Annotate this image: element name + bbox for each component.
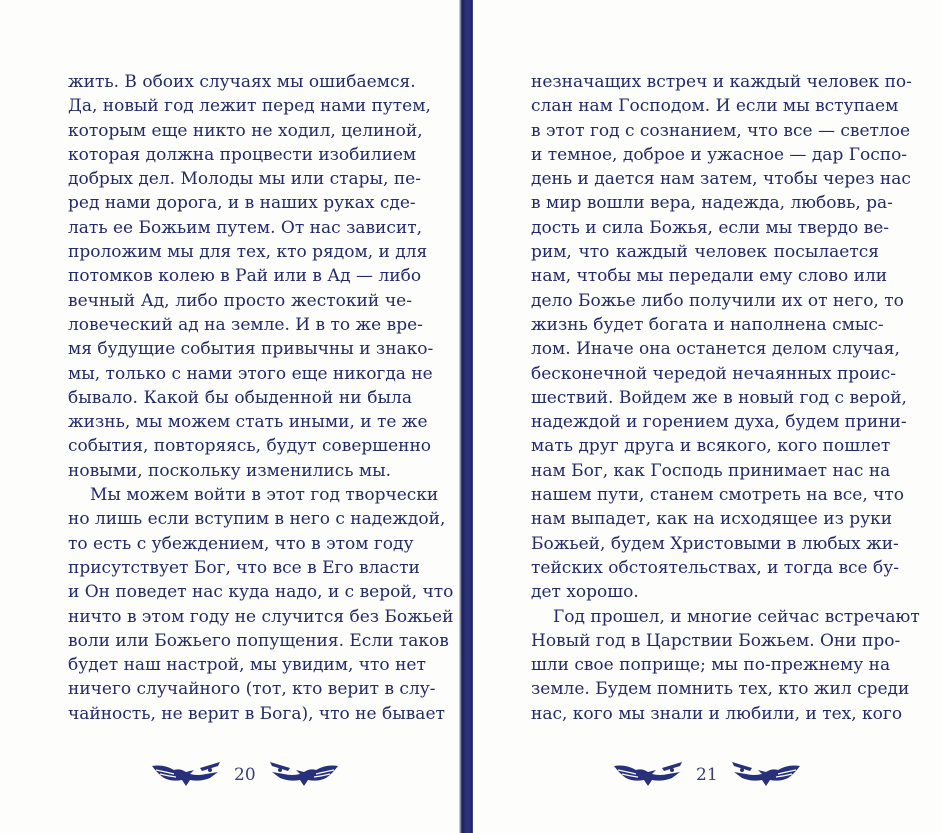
- text-line: дело Божье либо получили их от него, то: [531, 290, 904, 311]
- text-line: потомков колею в Рай или в Ад — либо: [68, 266, 422, 287]
- text-line: ред нами дорога, и в наших руках сде-: [68, 193, 416, 214]
- text-line: лать ее Божьим путем. От нас зависит,: [68, 217, 423, 238]
- text-line: Божьей, будем Христовыми в любых жи-: [531, 533, 899, 554]
- text-line: жизнь будет богата и наполнена смыс-: [531, 314, 884, 335]
- text-line: дет хорошо.: [531, 582, 639, 603]
- text-line: добрых дел. Молоды мы или стары, пе-: [68, 169, 421, 190]
- eagle-ornament-right-icon: [728, 760, 802, 790]
- text-line: в этот год с сознанием, что все — светлое: [531, 120, 911, 141]
- text-line: нас, кого мы знали и любили, и тех, кого: [531, 703, 903, 724]
- text-line: в мир вошли вера, надежда, любовь, ра-: [531, 193, 893, 214]
- text-line: шли свое поприще; мы по-прежнему на: [531, 655, 891, 676]
- text-line: незначащих встреч и каждый человек по-: [531, 72, 912, 92]
- text-line: чайность, не верит в Бога), что не бывает: [68, 703, 445, 724]
- paragraph-start-line: Мы можем войти в этот год творчески: [90, 485, 439, 506]
- text-line: шествий. Войдем же в новый год с верой,: [531, 387, 907, 408]
- left-page-text: [68, 70, 454, 726]
- text-line: надеждой и горением духа, будем прини-: [531, 412, 907, 433]
- paragraph-start-line: Год прошел, и многие сейчас встречают: [553, 606, 920, 627]
- text-line: мя будущие события привычны и знако-: [68, 339, 434, 360]
- text-line: Да, новый год лежит перед нами путем,: [68, 96, 431, 117]
- text-line: проложим мы для тех, кто рядом, и для: [68, 242, 428, 263]
- text-line: дость и сила Божья, если мы твердо ве-: [531, 217, 890, 238]
- text-line: нашем пути, станем смотреть на все, что: [531, 485, 905, 506]
- text-line: нам, чтобы мы передали ему слово или: [531, 266, 888, 287]
- eagle-ornament-left-icon: [612, 760, 686, 790]
- text-line: которая должна процвести изобилием: [68, 144, 417, 165]
- text-line: воли или Божьего попущения. Если таков: [68, 630, 449, 651]
- left-page-footer: [150, 760, 340, 790]
- text-line: нам выпадет, как на исходящее из руки: [531, 509, 893, 530]
- left-page: [0, 0, 462, 833]
- text-line: и темное, доброе и ужасное — дар Госпо-: [531, 144, 908, 165]
- text-line: Новый год в Царствии Божьем. Они про-: [531, 630, 901, 651]
- text-line: и Он поведет нас куда надо, и с верой, что: [68, 582, 454, 603]
- page-number: 20: [234, 765, 256, 785]
- text-line: присутствует Бог, что все в Его власти: [68, 557, 420, 578]
- text-line: земле. Будем помнить тех, кто жил среди: [531, 679, 910, 700]
- right-page-footer: [612, 760, 802, 790]
- text-line: жить. В обоих случаях мы ошибаемся.: [68, 72, 416, 92]
- text-line: ничего случайного (тот, кто верит в слу-: [68, 679, 436, 700]
- text-line: тейских обстоятельствах, и тогда все бу-: [531, 557, 899, 578]
- text-line: бесконечной чередой нечаянных проис-: [531, 363, 897, 384]
- text-line: слан нам Господом. И если мы вступаем: [531, 96, 899, 117]
- text-line: но лишь если вступим в него с надеждой,: [68, 509, 446, 530]
- text-line: ловеческий ад на земле. И в то же вре-: [68, 314, 423, 335]
- text-line: будет наш настрой, мы увидим, что нет: [68, 655, 426, 676]
- eagle-ornament-left-icon: [150, 760, 224, 790]
- text-line: то есть с убеждением, что в этом году: [68, 533, 414, 554]
- text-line: которым еще никто не ходил, целиной,: [68, 120, 423, 141]
- text-line: мать друг друга и всякого, кого пошлет: [531, 436, 891, 457]
- text-line: мы, только с нами этого еще никогда не: [68, 363, 433, 384]
- right-page-text: [531, 70, 920, 726]
- text-line: бывало. Какой бы обыденной ни была: [68, 387, 412, 408]
- text-line: нам Бог, как Господь принимает нас на: [531, 460, 891, 481]
- text-line: ничто в этом году не случится без Божьей: [68, 606, 454, 627]
- text-line: новыми, поскольку изменились мы.: [68, 460, 392, 481]
- text-line: события, повторяясь, будут совершенно: [68, 436, 432, 457]
- text-line: рим, что каждый человек посылается: [531, 242, 879, 263]
- eagle-ornament-right-icon: [266, 760, 340, 790]
- text-line: день и дается нам затем, чтобы через нас: [531, 169, 911, 190]
- text-line: вечный Ад, либо просто жестокий че-: [68, 290, 412, 311]
- text-line: лом. Иначе она останется делом случая,: [531, 339, 900, 360]
- text-line: жизнь, мы можем стать иными, и те же: [68, 412, 428, 433]
- page-number: 21: [696, 765, 718, 785]
